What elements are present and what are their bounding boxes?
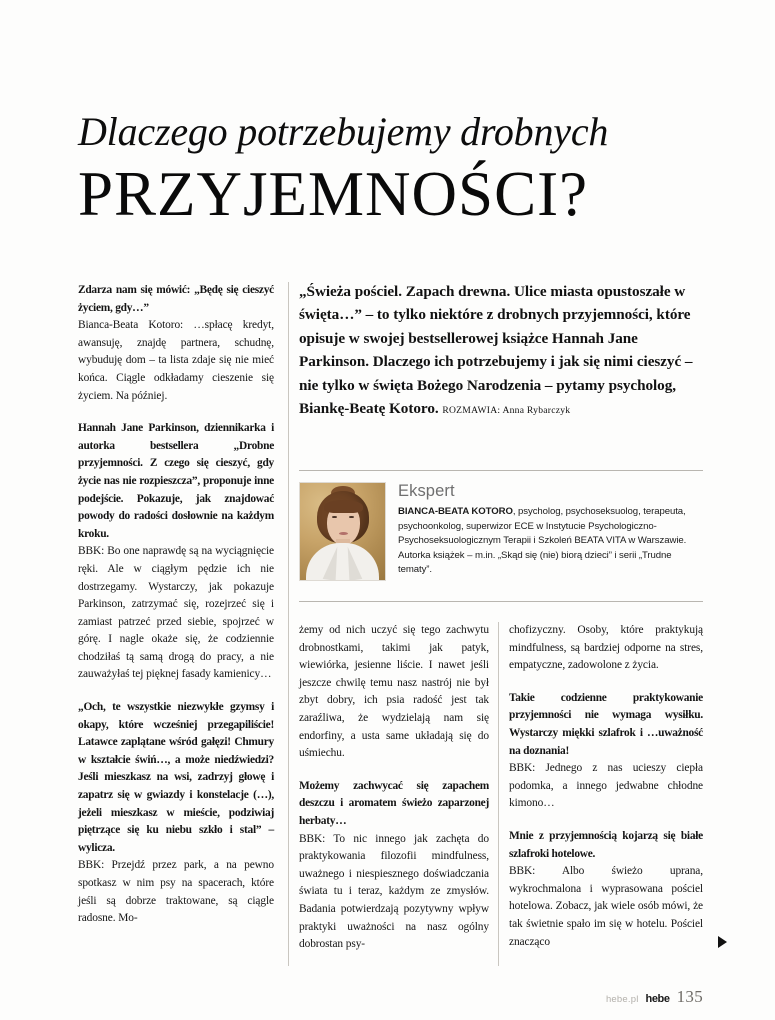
page-footer — [606, 987, 703, 1007]
expert-text-block — [398, 482, 703, 578]
interview-answer: żemy od nich uczyć się tego zachwytu drobnostkami, takimi jak patyk, wiewiórka, jesienne liście. I nawet jeśli jeszcze chwilę temu nasz nastrój nie był zbyt dobry, ich psia radość jest tak zaraźliwa, że wydzielają nam się endorfiny, a usta same układają się do uśmiechu. — [299, 624, 489, 760]
expert-portrait-photo — [299, 482, 386, 581]
page-number: 135 — [676, 987, 703, 1006]
interview-answer: BBK: To nic innego jak zachęta do praktykowania filozofii mindfulness, uważnego i niespiesznego doświadczania świata tu i teraz, każdym ze zmysłów. Badania potwierdzają pozytywny wpływ praktyki uważności na nasz ogólny dobrostan psy- — [299, 832, 489, 951]
paragraph-gap — [78, 405, 274, 420]
expert-description: , psycholog, psychoseksuolog, terapeuta, psychoonkolog, superwizor ECE w Instytucie Psychologiczno-Psychoseksuologicznym Terapii i Szkoleń BEATA VITA w Warszawie. Autorka książek – m.in. „Skąd się (nie) biorą dzieci” i serii „Trudne tematy”. — [398, 506, 687, 576]
column-one — [78, 282, 274, 928]
lead-byline: ROZMAWIA: Anna Rybarczyk — [442, 405, 571, 417]
interview-answer: chofizyczny. Osoby, które praktykują mindfulness, są bardziej odporne na stres, empatyczne, zadowolone z życia. — [509, 624, 703, 672]
headline-line-2: PRZYJEMNOŚCI? — [78, 159, 589, 229]
interview-answer: BBK: Albo świeżo uprana, wykrochmalona i wyprasowana pościel hotelowa. Zobacz, jak wiele osób mówi, że tak świetnie spało im się w hotelu. Pościel znacząco — [509, 865, 703, 948]
paragraph-gap — [509, 675, 703, 690]
expert-box — [299, 482, 703, 581]
interview-question: Zdarza nam się mówić: „Będę się cieszyć życiem, gdy…” — [78, 284, 274, 314]
expert-name: BIANCA-BEATA KOTORO — [398, 506, 513, 517]
interview-answer: BBK: Przejdź przez park, a na pewno spotkasz w nim psy na spacerach, które jeśli są dobrze traktowane, są ciągle radosne. Mo- — [78, 859, 274, 925]
interview-answer: BBK: Jednego z nas ucieszy ciepła podomka, a innego jedwabne chłodne kimono… — [509, 762, 703, 810]
portrait-mouth — [339, 532, 348, 535]
expert-heading: Ekspert — [398, 482, 455, 500]
footer-website: hebe.pl — [605, 994, 639, 1005]
interview-question: Mnie z przyjemnością kojarzą się białe szlafroki hotelowe. — [509, 829, 703, 860]
paragraph-gap — [78, 684, 274, 699]
footer-brand-logo: hebe — [645, 993, 670, 1005]
continue-arrow-icon — [718, 936, 727, 948]
column-three — [509, 622, 703, 951]
paragraph-gap — [299, 763, 489, 778]
lead-text: „Świeża pościel. Zapach drewna. Ulice miasta opustoszałe w święta…” – to tylko niektóre z drobnych przyjemności, które opisuje w swojej bestsellerowej książce Hannah Jane Parkinson. Dlaczego ich potrzebujemy i jak się nimi cieszyć – nie tylko w święta Bożego Narodzenia – pytamy psycholog, Biankę-Beatę Kotoro. — [299, 283, 693, 418]
headline-line-1: Dlaczego potrzebujemy drobnych — [78, 109, 609, 154]
interview-question: „Och, te wszystkie niezwykłe gzymsy i okapy, które wcześniej przegapiliście! Latawce zaplątane wśród gałęzi! Chmury w kształcie świń…, a może niedźwiedzi? Jeśli mieszkasz na wsi, zadrzyj głowę i zapatrz się w gwiazdy i konstelacje (…), jeżeli mieszkasz w mieście, podziwiaj piętrzące się ku niebu szkło i stal” – wylicza. — [78, 701, 274, 854]
interview-question: Hannah Jane Parkinson, dziennikarka i autorka bestsellera „Drobne przyjemności. Z czego się cieszyć, gdy życie nas nie rozpieszcza”, proponuje inne podejście. Pokazuje, jak znajdować powody do radości dosłownie na każdym kroku. — [78, 422, 274, 540]
page-title — [78, 108, 702, 230]
lead-paragraph — [299, 280, 703, 422]
interview-answer: Bianca-Beata Kotoro: …spłacę kredyt, awansuję, znajdę partnera, schudnę, wybuduję dom – ta lista zdaje się nie mieć końca. Ciągle odkładamy cieszenie się życiem. Na później. — [78, 319, 274, 402]
paragraph-gap — [509, 813, 703, 828]
interview-question: Możemy zachwycać się zapachem deszczu i aromatem świeżo zaparzonej herbaty… — [299, 779, 489, 827]
column-divider-left — [288, 282, 289, 966]
column-two — [299, 622, 489, 954]
interview-answer: BBK: Bo one naprawdę są na wyciągnięcie ręki. Ale w ciągłym pędzie ich nie dostrzegamy. Wystarczy, jak pokazuje Parkinson, zatrzymać się, rozejrzeć się i zamiast patrzeć przed siebie, spojrzeć w górę. I nagle okaże się, że codziennie chodziłaś tą samą drogą do pracy, a nie zauważyłaś tej pięknej fasady kamienicy… — [78, 545, 274, 681]
expert-box-rule-bottom — [299, 601, 703, 602]
expert-bio — [398, 505, 703, 578]
interview-question: Takie codzienne praktykowanie przyjemności nie wymaga wysiłku. Wystarczy miękki szlafrok i …uważność na doznania! — [509, 691, 703, 757]
portrait-jacket — [306, 543, 379, 580]
expert-box-rule-top — [299, 470, 703, 471]
column-divider-right — [498, 622, 499, 966]
portrait-bangs — [324, 500, 363, 513]
